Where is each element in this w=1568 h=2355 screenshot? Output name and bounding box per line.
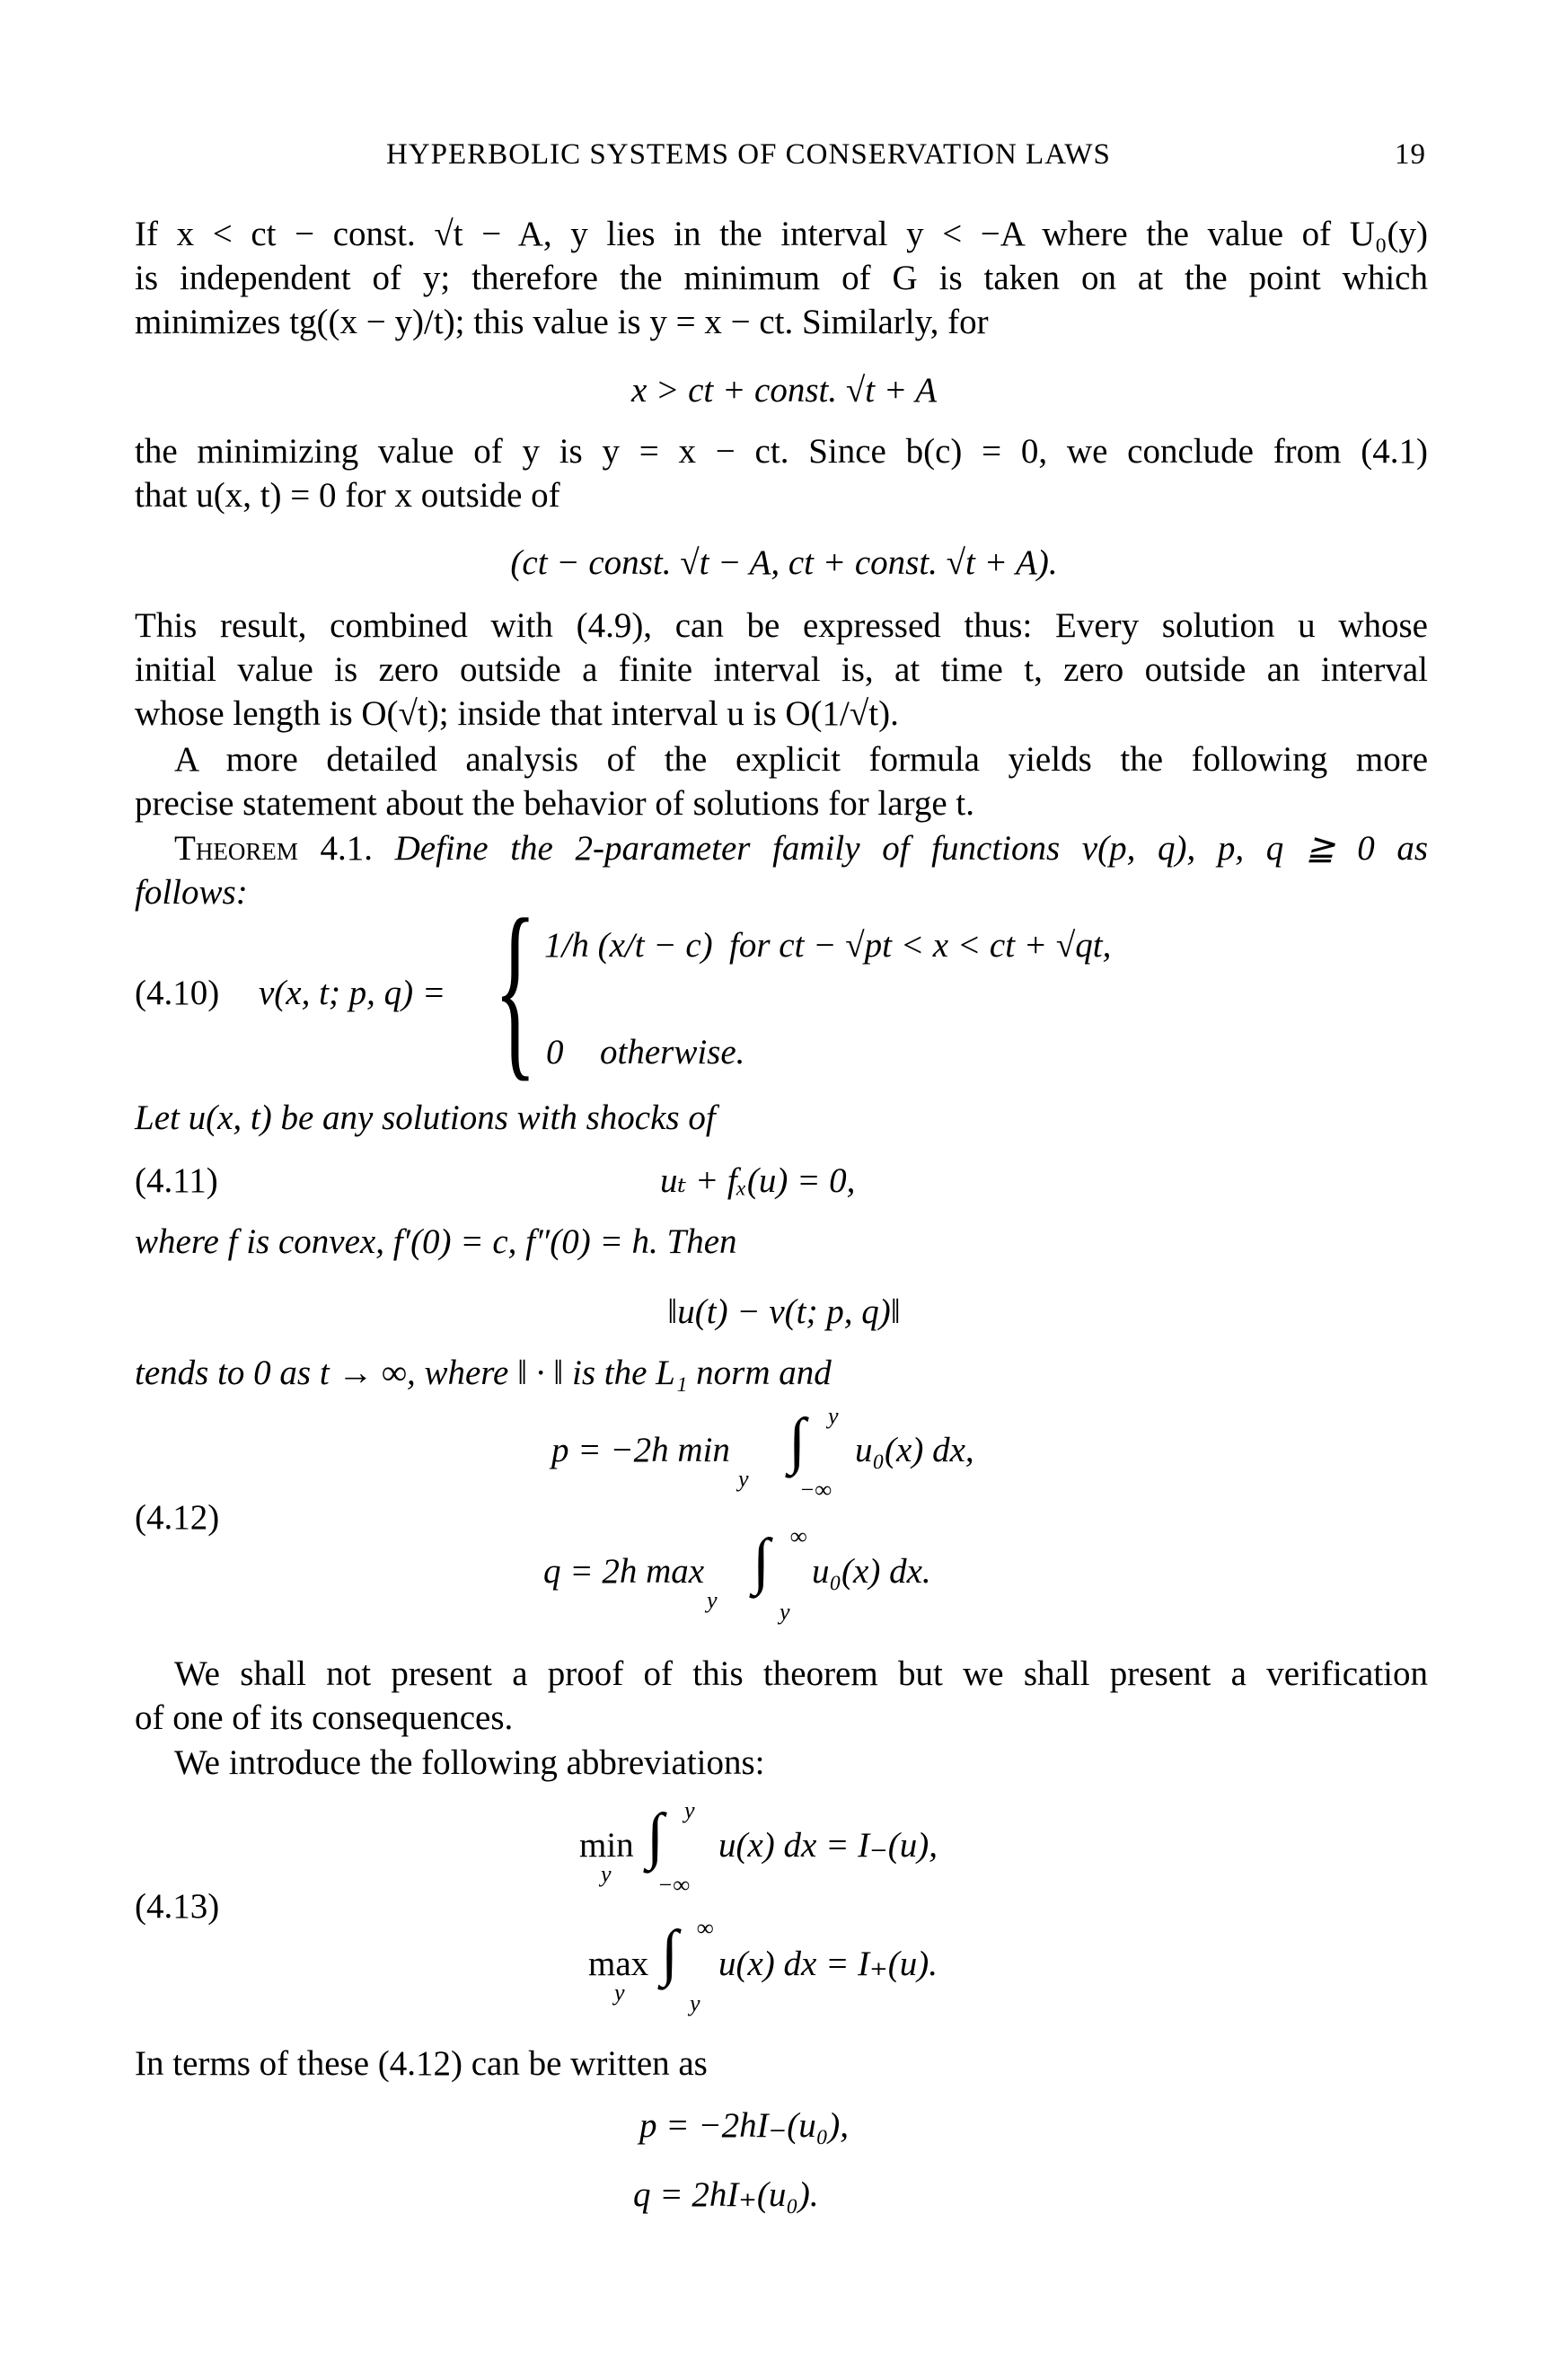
text-line: We shall not present a proof of this theorem but we shall present a verification — [174, 1654, 1428, 1693]
integral-sign: ∫ — [647, 1802, 665, 1871]
text-line: A more detailed analysis of the explicit formula yields the following more — [174, 740, 1428, 779]
equation-4-11: uₜ + fₓ(u) = 0, — [660, 1161, 856, 1200]
text-line: is independent of y; therefore the minimum of G is taken on at the point which — [135, 259, 1428, 297]
max-upper-limit: ∞ — [697, 1915, 714, 1941]
text-line: that u(x, t) = 0 for x outside of — [135, 476, 560, 515]
text-line: In terms of these (4.12) can be written as — [135, 2044, 708, 2083]
paragraph-1 — [135, 212, 1428, 344]
p-min-subscript: y — [738, 1466, 749, 1492]
text-line: minimizes tg((x − y)/t); this value is y = x − ct. Similarly, for — [135, 303, 989, 341]
min-upper-limit: y — [684, 1797, 695, 1823]
q-lower-limit: y — [780, 1599, 790, 1625]
case-1-expression: 1/h (x/t − c) — [544, 926, 713, 965]
integral-sign: ∫ — [661, 1918, 679, 1988]
paragraph-5 — [135, 1652, 1428, 1740]
equation-lhs: v(x, t; p, q) = — [259, 974, 446, 1012]
paragraph-2 — [135, 429, 1428, 517]
theorem-first-line — [135, 826, 1428, 870]
max-rest: u(x) dx = I₊(u). — [718, 1945, 938, 1983]
q-integrand: u₀(x) dx. — [812, 1552, 931, 1591]
final-q-equation: q = 2hI₊(u₀). — [633, 2175, 819, 2214]
max-subscript: y — [614, 1980, 625, 2006]
text-line: follows: — [135, 873, 248, 912]
case-2-expression: 0 — [546, 1033, 564, 1072]
max-operator: max — [588, 1945, 649, 1983]
display-equation: ‖u(t) − v(t; p, q)‖ — [667, 1292, 901, 1331]
min-subscript: y — [601, 1861, 612, 1887]
final-p-equation: p = −2hI₋(u₀), — [639, 2106, 849, 2145]
p-integrand: u₀(x) dx, — [855, 1431, 974, 1469]
text-line: This result, combined with (4.9), can be expressed thus: Every solution u whose — [135, 606, 1428, 645]
p-lhs: p = −2h min — [551, 1431, 730, 1469]
text-line: initial value is zero outside a finite interval is, at time t, zero outside an interval — [135, 650, 1428, 689]
paragraph-4 — [135, 737, 1428, 825]
text-line: the minimizing value of y is y = x − ct. Since b(c) = 0, we conclude from (4.1) — [135, 432, 1428, 471]
text-line: Let u(x, t) be any solutions with shocks of — [135, 1098, 716, 1137]
text-line: If x < ct − const. √t − A, y lies in the interval y < −A where the value of U₀(y) — [135, 215, 1428, 253]
min-lower-limit: −∞ — [657, 1872, 691, 1898]
min-operator: min — [579, 1826, 634, 1865]
integral-sign: ∫ — [753, 1527, 771, 1596]
text-line: tends to 0 as t → ∞, where ‖ · ‖ is the L₁ norm and — [135, 1354, 832, 1392]
left-brace: { — [494, 878, 537, 1098]
min-rest: u(x) dx = I₋(u), — [718, 1826, 938, 1865]
theorem-label: Theorem 4.1. — [174, 829, 373, 868]
theorem-statement — [135, 826, 1428, 914]
text-line: We introduce the following abbreviations: — [174, 1743, 765, 1782]
q-upper-limit: ∞ — [790, 1523, 807, 1549]
p-upper-limit: y — [828, 1403, 839, 1429]
case-2-condition: otherwise. — [600, 1033, 745, 1072]
theorem-text: Define the 2-parameter family of functions v(p, q), p, q ≧ 0 as — [394, 829, 1429, 868]
paragraph-3 — [135, 604, 1428, 736]
text-line: of one of its consequences. — [135, 1698, 514, 1737]
text-line: where f is convex, f′(0) = c, f″(0) = h. Then — [135, 1222, 737, 1261]
q-lhs: q = 2h max — [543, 1552, 705, 1591]
display-equation: (ct − const. √t − A, ct + const. √t + A). — [510, 543, 1058, 582]
equation-number: (4.11) — [135, 1161, 218, 1200]
equation-number: (4.12) — [135, 1498, 220, 1537]
q-max-subscript: y — [707, 1587, 718, 1613]
text-line: whose length is O(√t); inside that interval u is O(1/√t). — [135, 694, 899, 733]
max-lower-limit: y — [690, 1990, 700, 2016]
display-equation: x > ct + const. √t + A — [630, 371, 938, 410]
integral-sign: ∫ — [788, 1407, 806, 1476]
page-number: 19 — [1395, 138, 1426, 171]
running-title: HYPERBOLIC SYSTEMS OF CONSERVATION LAWS — [386, 138, 1111, 171]
text-line: precise statement about the behavior of solutions for large t. — [135, 784, 975, 823]
case-1-condition: for ct − √pt < x < ct + √qt, — [729, 926, 1112, 965]
p-lower-limit: −∞ — [799, 1477, 832, 1503]
equation-number: (4.13) — [135, 1887, 220, 1926]
equation-number: (4.10) — [135, 974, 220, 1012]
